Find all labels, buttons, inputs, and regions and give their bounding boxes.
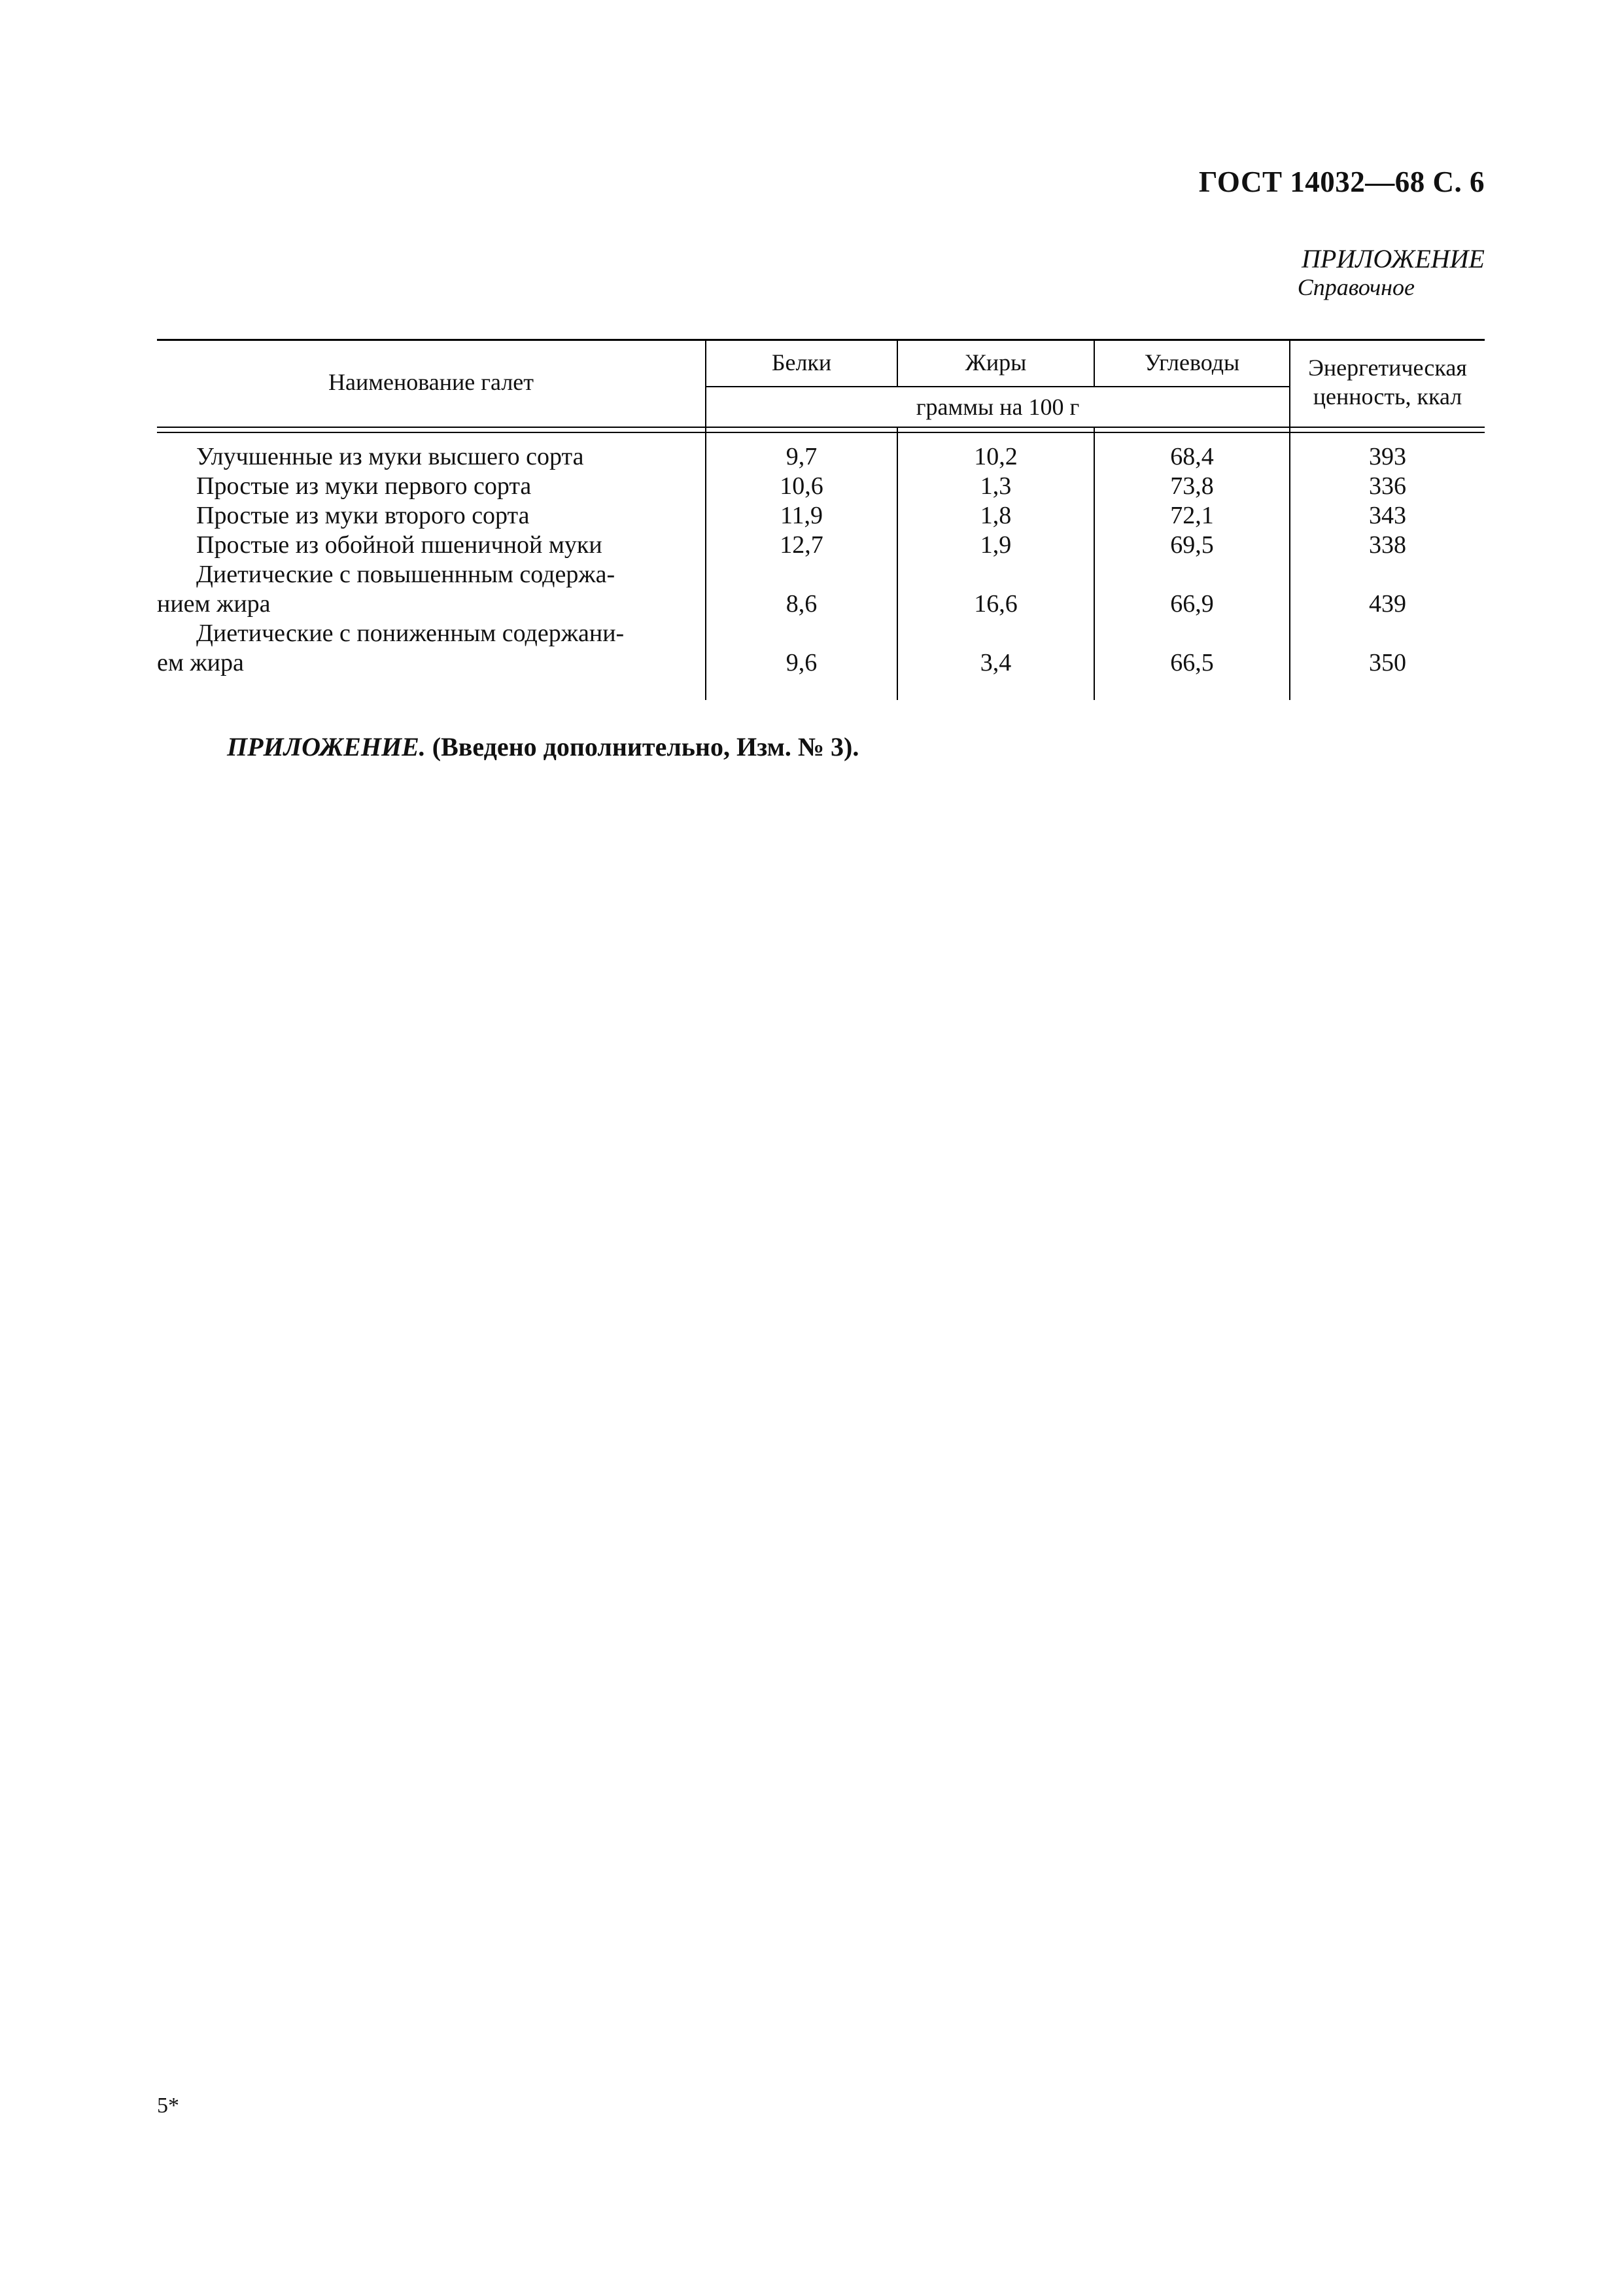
cell-proteins: 9,6 bbox=[786, 649, 818, 676]
row-name-line2: ем жира bbox=[157, 649, 244, 676]
cell-carbs: 66,9 bbox=[1170, 590, 1214, 618]
header-energy-line2: ценность, ккал bbox=[1313, 383, 1462, 410]
cell-carbs: 68,4 bbox=[1170, 443, 1214, 470]
header-proteins: Белки bbox=[771, 349, 832, 376]
row-name-line1: Диетические с повышеннным содержа- bbox=[196, 561, 615, 588]
cell-energy: 439 bbox=[1369, 590, 1406, 618]
row-name-line2: нием жира bbox=[157, 590, 271, 618]
header-carbs: Углеводы bbox=[1144, 349, 1240, 376]
cell-energy: 343 bbox=[1369, 502, 1406, 529]
appendix-title: ПРИЛОЖЕНИЕ bbox=[1302, 244, 1485, 273]
row-name: Простые из обойной пшеничной муки bbox=[196, 531, 602, 559]
row-name: Простые из муки второго сорта bbox=[196, 502, 530, 529]
appendix-subtitle: Справочное bbox=[1297, 274, 1415, 300]
header-bottom-rule bbox=[157, 427, 1485, 428]
cell-fats: 10,2 bbox=[974, 443, 1018, 470]
header-energy-line1: Энергетическая bbox=[1308, 355, 1467, 381]
note-label: ПРИЛОЖЕНИЕ. bbox=[227, 732, 426, 762]
header-fats: Жиры bbox=[965, 349, 1027, 376]
cell-proteins: 9,7 bbox=[786, 443, 818, 470]
header-name: Наименование галет bbox=[328, 369, 534, 395]
cell-proteins: 8,6 bbox=[786, 590, 818, 618]
cell-fats: 1,8 bbox=[980, 502, 1012, 529]
nutrition-table bbox=[157, 339, 1485, 700]
cell-energy: 393 bbox=[1369, 443, 1406, 470]
page-number: 5* bbox=[157, 2094, 179, 2118]
row-name: Улучшенные из муки высшего сорта bbox=[196, 443, 584, 470]
cell-carbs: 69,5 bbox=[1170, 531, 1214, 559]
note-text: (Введено дополнительно, Изм. № 3). bbox=[425, 732, 859, 762]
table-top-rule bbox=[157, 339, 1485, 341]
cell-fats: 1,3 bbox=[980, 472, 1012, 500]
cell-energy: 338 bbox=[1369, 531, 1406, 559]
cell-energy: 336 bbox=[1369, 472, 1406, 500]
header-units: граммы на 100 г bbox=[916, 394, 1080, 420]
cell-proteins: 12,7 bbox=[780, 531, 823, 559]
cell-carbs: 73,8 bbox=[1170, 472, 1214, 500]
row-name: Простые из муки первого сорта bbox=[196, 472, 532, 500]
row-name-line1: Диетические с пониженным содержани- bbox=[196, 620, 625, 647]
document-title: ГОСТ 14032—68 С. 6 bbox=[1198, 166, 1485, 198]
cell-fats: 16,6 bbox=[974, 590, 1018, 618]
header-bottom-rule-2 bbox=[157, 432, 1485, 433]
cell-carbs: 66,5 bbox=[1170, 649, 1214, 676]
cell-fats: 3,4 bbox=[980, 649, 1012, 676]
cell-proteins: 10,6 bbox=[780, 472, 823, 500]
cell-energy: 350 bbox=[1369, 649, 1406, 676]
amendment-note bbox=[227, 731, 859, 762]
cell-carbs: 72,1 bbox=[1170, 502, 1214, 529]
cell-proteins: 11,9 bbox=[780, 502, 823, 529]
cell-fats: 1,9 bbox=[980, 531, 1012, 559]
units-separator bbox=[706, 386, 1290, 387]
